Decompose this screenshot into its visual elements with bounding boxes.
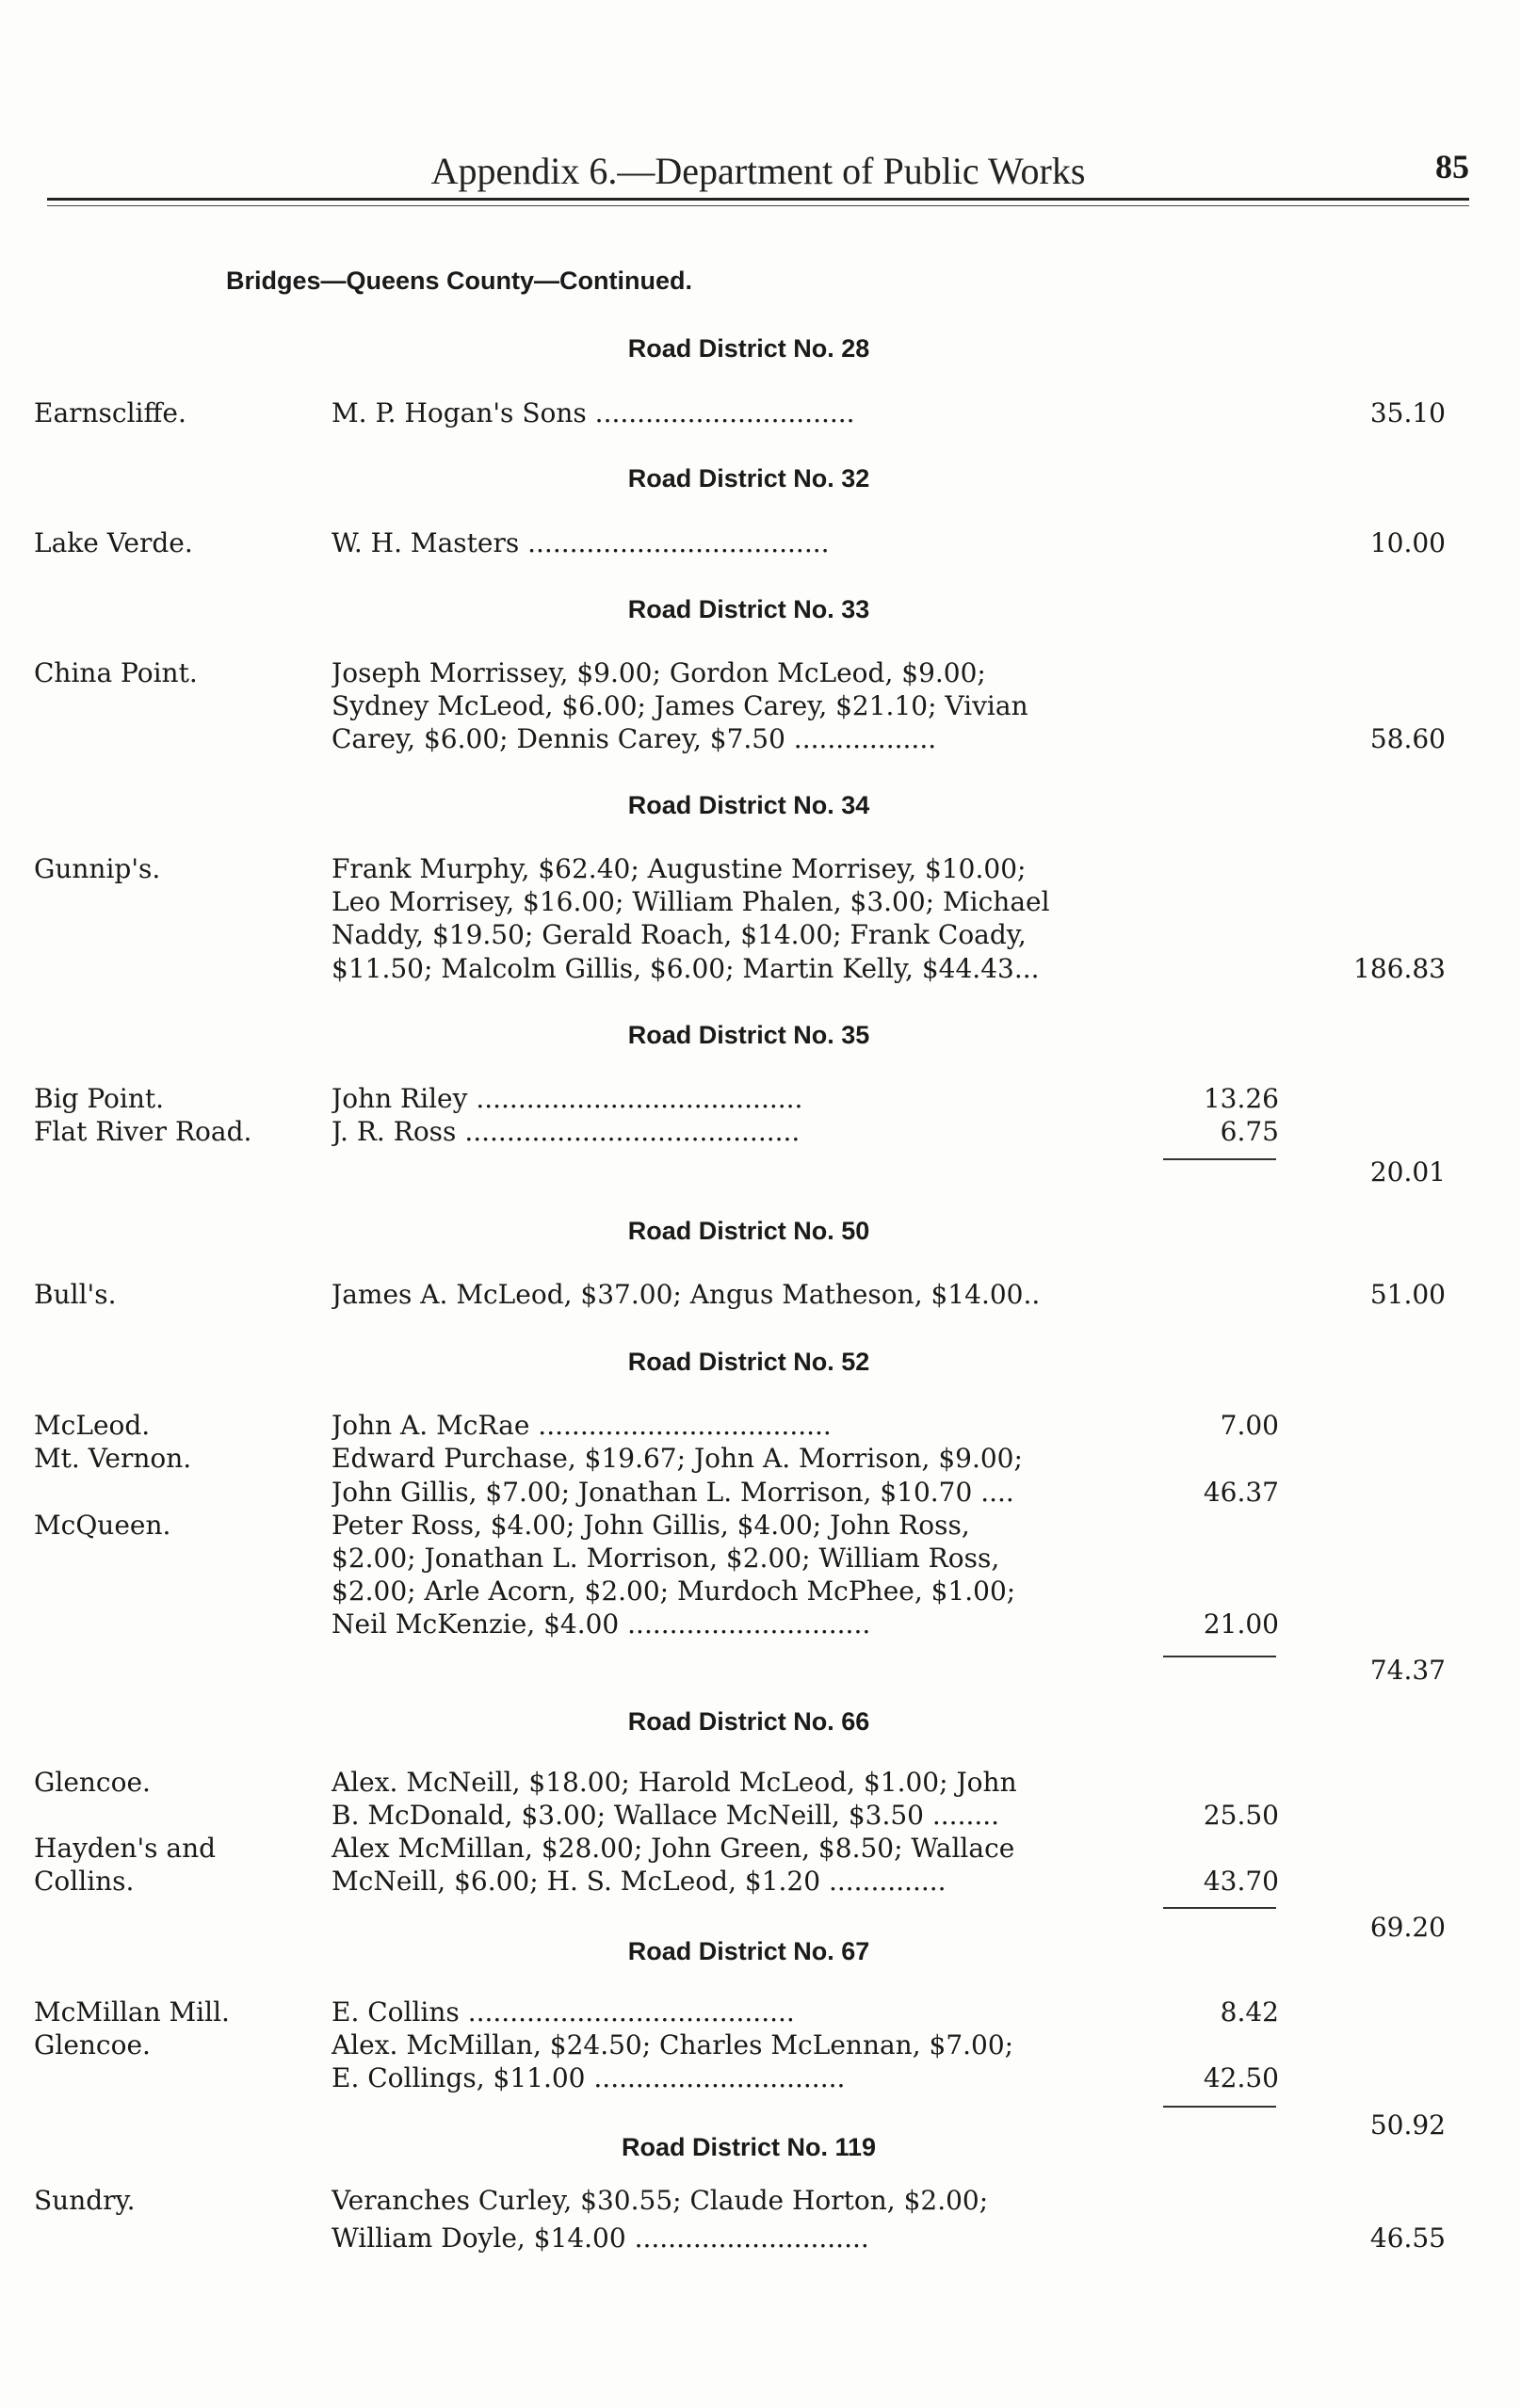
place-name: Flat River Road. (34, 1116, 252, 1147)
district-total: 69.20 (1369, 1912, 1446, 1943)
ledger-row (0, 853, 1521, 889)
ledger-row (0, 1608, 1521, 1644)
place-name: McMillan Mill. (34, 1996, 230, 2028)
line-amount: 42.50 (1203, 2062, 1279, 2093)
payee-text: E. Collings, $11.00 .............................. (332, 2062, 846, 2093)
ledger-row (0, 1912, 1521, 1947)
payee-text: $2.00; Arle Acorn, $2.00; Murdoch McPhee, $1.00; (332, 1576, 1016, 1607)
line-amount: 21.00 (1203, 1608, 1279, 1640)
line-amount: 6.75 (1220, 1116, 1279, 1147)
payee-text: W. H. Masters .................................... (332, 527, 830, 558)
ledger-row (0, 527, 1521, 563)
ledger-row (0, 1655, 1521, 1690)
ledger-row (0, 1576, 1521, 1611)
place-name: Big Point. (34, 1083, 165, 1114)
place-name: Collins. (34, 1866, 135, 1897)
sum-rule (1163, 1907, 1276, 1909)
ledger-row (0, 2222, 1521, 2258)
district-heading: Road District No. 67 (627, 1937, 870, 1965)
payee-text: Naddy, $19.50; Gerald Roach, $14.00; Frank Coady, (332, 919, 1027, 950)
ledger-row (0, 1996, 1521, 2032)
ledger-row (0, 919, 1521, 955)
line-amount: 8.42 (1220, 1996, 1279, 2028)
ledger-row (0, 657, 1521, 693)
ledger-row (0, 690, 1521, 726)
ledger-row (0, 397, 1521, 433)
payee-text: John A. McRae ................................... (332, 1410, 832, 1441)
place-name: Sundry. (34, 2185, 136, 2216)
district-total: 46.55 (1369, 2222, 1446, 2254)
payee-text: Peter Ross, $4.00; John Gillis, $4.00; John Ross, (332, 1510, 970, 1541)
district-total: 50.92 (1369, 2109, 1446, 2141)
district-total: 20.01 (1369, 1156, 1446, 1188)
ledger-row (0, 1443, 1521, 1479)
district-heading: Road District No. 35 (627, 1021, 870, 1049)
ledger-row (0, 1833, 1521, 1868)
line-amount: 7.00 (1220, 1410, 1279, 1441)
payee-text: John Gillis, $7.00; Jonathan L. Morrison, $10.70 .... (332, 1477, 1014, 1508)
payee-text: Joseph Morrissey, $9.00; Gordon McLeod, $9.00; (332, 657, 986, 688)
ledger-row (0, 1543, 1521, 1578)
ledger-row (0, 1767, 1521, 1802)
payee-text: Frank Murphy, $62.40; Augustine Morrisey, $10.00; (332, 853, 1027, 884)
district-total: 35.10 (1369, 397, 1446, 428)
place-name: Mt. Vernon. (34, 1443, 192, 1474)
sum-rule (1163, 2106, 1276, 2108)
ledger-row (0, 953, 1521, 989)
ledger-row (0, 1866, 1521, 1901)
district-total: 186.83 (1353, 953, 1446, 984)
district-heading: Road District No. 119 (621, 2133, 877, 2161)
district-heading: Road District No. 32 (627, 464, 870, 493)
payee-text: John Riley ....................................... (332, 1083, 803, 1114)
place-name: China Point. (34, 657, 198, 688)
payee-text: $11.50; Malcolm Gillis, $6.00; Martin Kelly, $44.43... (332, 953, 1040, 984)
payee-text: Leo Morrisey, $16.00; William Phalen, $3.00; Michael (332, 886, 1050, 917)
payee-text: William Doyle, $14.00 ............................ (332, 2222, 869, 2254)
ledger-row (0, 723, 1521, 759)
payee-text: Edward Purchase, $19.67; John A. Morrison, $9.00; (332, 1443, 1023, 1474)
place-name: Glencoe. (34, 1767, 151, 1798)
payee-text: Sydney McLeod, $6.00; James Carey, $21.10; Vivian (332, 690, 1028, 721)
payee-text: E. Collins ....................................... (332, 1996, 795, 2028)
place-name: Earnscliffe. (34, 397, 186, 428)
ledger-row (0, 2029, 1521, 2065)
section-title: Bridges—Queens County—Continued. (226, 267, 693, 295)
page-number: 85 (1435, 148, 1469, 186)
place-name: Gunnip's. (34, 853, 161, 884)
line-amount: 25.50 (1203, 1800, 1279, 1831)
payee-text: M. P. Hogan's Sons ............................... (332, 397, 855, 428)
payee-text: B. McDonald, $3.00; Wallace McNeill, $3.50 ........ (332, 1800, 1000, 1831)
ledger-row (0, 2185, 1521, 2221)
place-name: Bull's. (34, 1279, 117, 1310)
district-total: 10.00 (1369, 527, 1446, 558)
ledger-row (0, 1083, 1521, 1119)
ledger-row (0, 1410, 1521, 1446)
payee-text: Alex. McNeill, $18.00; Harold McLeod, $1.00; John (332, 1767, 1017, 1798)
place-name: Hayden's and (34, 1833, 217, 1864)
payee-text: $2.00; Jonathan L. Morrison, $2.00; William Ross, (332, 1543, 1000, 1574)
payee-text: Alex McMillan, $28.00; John Green, $8.50; Wallace (332, 1833, 1015, 1864)
page-header (47, 141, 1469, 201)
place-name: McLeod. (34, 1410, 151, 1441)
payee-text: Neil McKenzie, $4.00 ............................. (332, 1608, 871, 1640)
payee-text: Carey, $6.00; Dennis Carey, $7.50 ................. (332, 723, 937, 754)
ledger-row (0, 2062, 1521, 2098)
ledger-row (0, 1279, 1521, 1315)
district-heading: Road District No. 66 (627, 1707, 870, 1736)
place-name: Glencoe. (34, 2029, 151, 2061)
district-heading: Road District No. 34 (627, 791, 870, 819)
payee-text: J. R. Ross ........................................ (332, 1116, 801, 1147)
district-total: 51.00 (1369, 1279, 1446, 1310)
district-heading: Road District No. 33 (627, 595, 870, 623)
header-rule (47, 205, 1469, 206)
payee-text: James A. McLeod, $37.00; Angus Matheson, $14.00.. (332, 1279, 1041, 1310)
payee-text: McNeill, $6.00; H. S. McLeod, $1.20 .............. (332, 1866, 947, 1897)
district-total: 74.37 (1369, 1655, 1446, 1686)
district-total: 58.60 (1369, 723, 1446, 754)
place-name: Lake Verde. (34, 527, 193, 558)
ledger-row (0, 1116, 1521, 1152)
place-name: McQueen. (34, 1510, 171, 1541)
line-amount: 43.70 (1203, 1866, 1279, 1897)
district-heading: Road District No. 52 (627, 1348, 870, 1376)
ledger-row (0, 1156, 1521, 1192)
ledger-row (0, 886, 1521, 922)
ledger-row (0, 1477, 1521, 1512)
ledger-row (0, 1800, 1521, 1835)
payee-text: Alex. McMillan, $24.50; Charles McLennan, $7.00; (332, 2029, 1014, 2061)
payee-text: Veranches Curley, $30.55; Claude Horton, $2.00; (332, 2185, 989, 2216)
line-amount: 13.26 (1203, 1083, 1279, 1114)
page-title: Appendix 6.—Department of Public Works (430, 150, 1086, 192)
ledger-row (0, 2109, 1521, 2145)
line-amount: 46.37 (1203, 1477, 1279, 1508)
district-heading: Road District No. 28 (627, 334, 870, 363)
ledger-row (0, 1510, 1521, 1545)
district-heading: Road District No. 50 (627, 1217, 870, 1245)
